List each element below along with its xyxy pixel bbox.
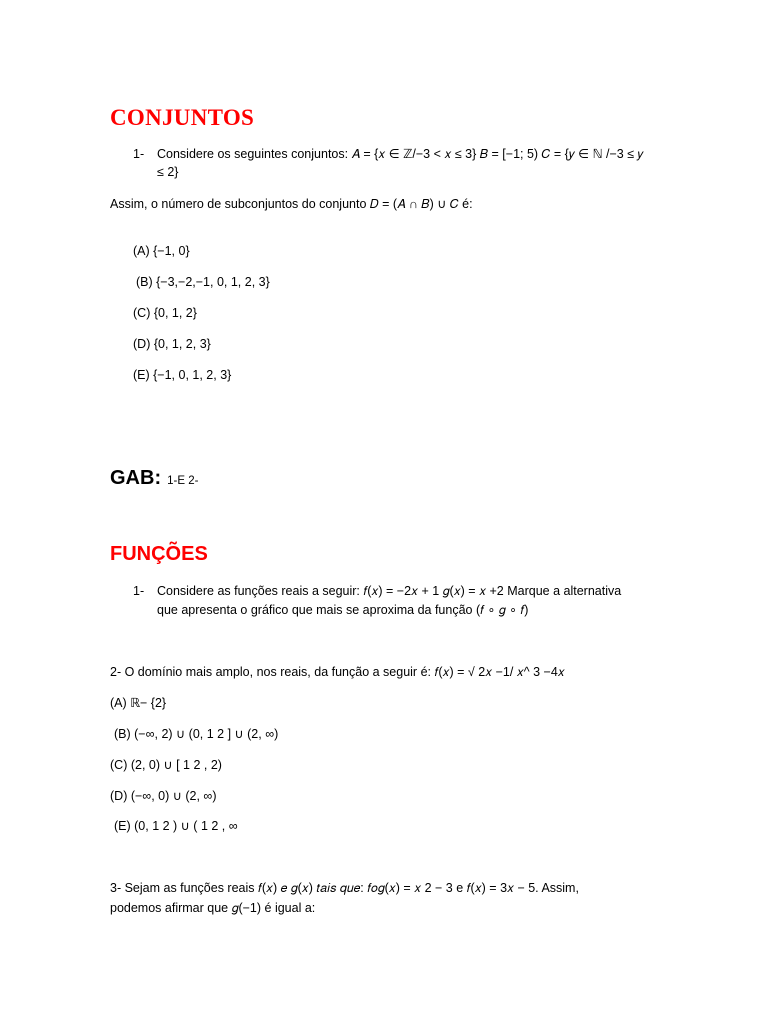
functions-question-3-line-1: 3- Sejam as funções reais 𝑓(𝑥) 𝑒 𝑔(𝑥) 𝑡𝑎𝑖𝑠 𝑞𝑢𝑒: 𝑓𝑜𝑔(𝑥) = 𝑥 2 − 3 e 𝑓(𝑥) = 3𝑥 − 5. Assim, <box>110 881 579 895</box>
question-text: Considere os seguintes conjuntos: 𝐴 = {𝑥 ∈ ℤ/−3 < 𝑥 ≤ 3} 𝐵 = [−1; 5) 𝐶 = {𝑦 ∈ ℕ /−3 ≤ 𝑦 <box>157 147 644 161</box>
option-d: (D) {0, 1, 2, 3} <box>133 337 211 351</box>
functions-question-1-line-2: que apresenta o gráfico que mais se aproxima da função (𝑓 ∘ 𝑔 ∘ 𝑓) <box>157 603 529 617</box>
q2-option-b: (B) (−∞, 2) ∪ (0, 1 2 ] ∪ (2, ∞) <box>114 727 279 741</box>
section-title-funcoes: FUNÇÕES <box>110 543 208 565</box>
question-1-prompt: Assim, o número de subconjuntos do conjunto 𝐷 = (𝐴 ∩ 𝐵) ∪ 𝐶 é: <box>110 197 473 211</box>
answer-key-title: GAB: <box>110 467 162 489</box>
question-1-line-1 <box>133 145 643 164</box>
answer-key-text: 1-E 2- <box>167 475 199 487</box>
q2-option-e: (E) (0, 1 2 ) ∪ ( 1 2 , ∞ <box>114 819 238 833</box>
functions-question-2: 2- O domínio mais amplo, nos reais, da função a seguir é: 𝑓(𝑥) = √ 2𝑥 −1/ 𝑥^ 3 −4𝑥 <box>110 665 565 679</box>
functions-question-3-line-2: podemos afirmar que 𝑔(−1) é igual a: <box>110 901 316 915</box>
question-text: Considere as funções reais a seguir: 𝑓(𝑥) = −2𝑥 + 1 𝑔(𝑥) = 𝑥 +2 Marque a alternativa <box>157 584 622 598</box>
question-number: 1- <box>133 147 145 161</box>
functions-question-1-line-1 <box>133 582 621 601</box>
option-e: (E) {−1, 0, 1, 2, 3} <box>133 368 232 382</box>
q2-option-c: (C) (2, 0) ∪ [ 1 2 , 2) <box>110 758 222 772</box>
option-a: (A) {−1, 0} <box>133 244 190 258</box>
q2-option-d: (D) (−∞, 0) ∪ (2, ∞) <box>110 789 217 803</box>
question-1-line-2: ≤ 2} <box>157 165 179 179</box>
option-c: (C) {0, 1, 2} <box>133 306 197 320</box>
option-b: (B) {−3,−2,−1, 0, 1, 2, 3} <box>136 275 270 289</box>
answer-key <box>110 463 198 493</box>
question-number: 1- <box>133 584 145 598</box>
section-title-conjuntos: CONJUNTOS <box>110 105 255 130</box>
q2-option-a: (A) ℝ− {2} <box>110 696 167 710</box>
